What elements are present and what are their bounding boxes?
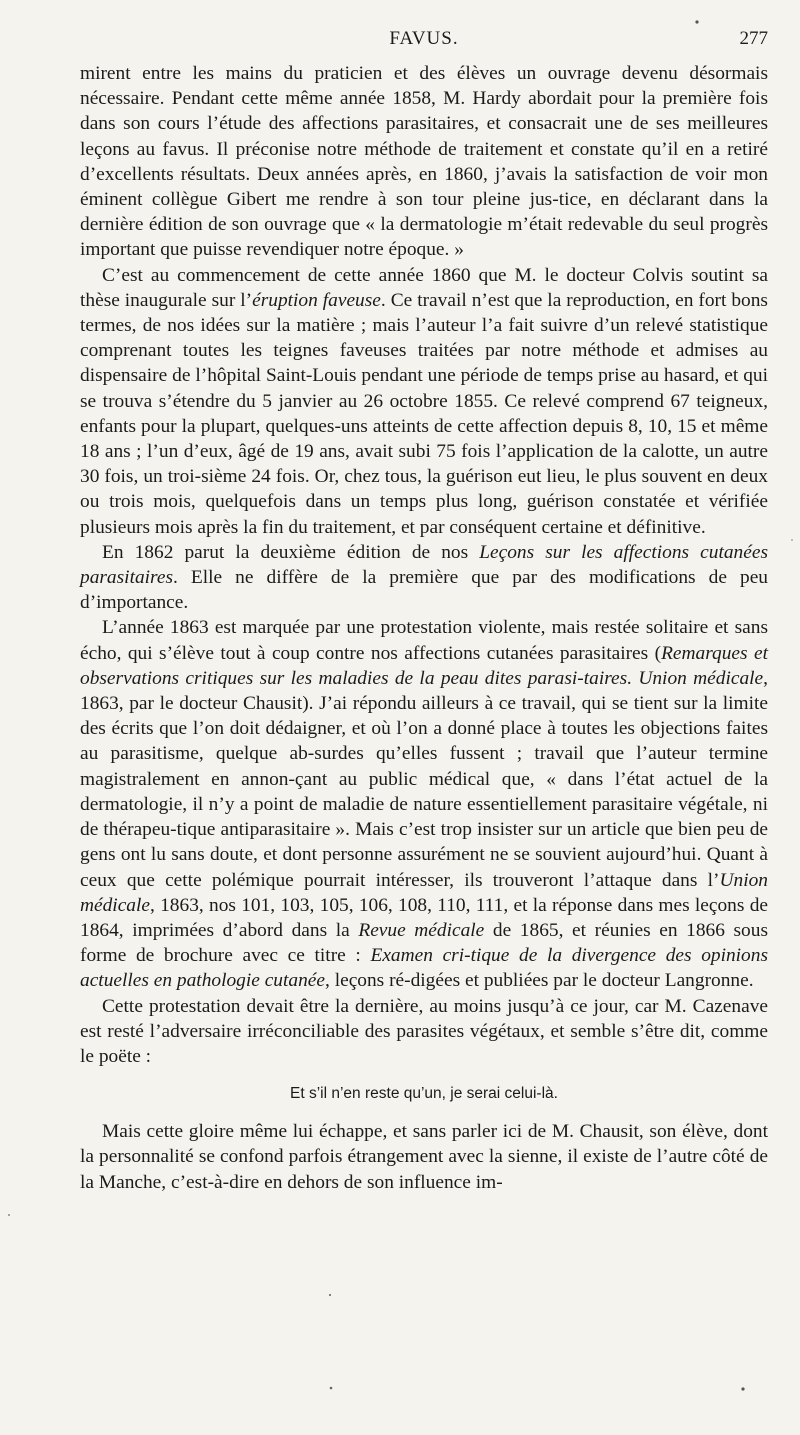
text-run: . Ce travail n’est que la reproduction, en fort bons termes, de nos idées sur la matière ; mais l’auteur l’a fait suivre d’un relevé statistique comprenant toutes les teignes faveuses traitées par notre méthode et admises au dispensaire de l’hôpital Saint-Louis pendant une période de temps prise au hasard, et qui se trouva s’étendre du 5 janvier au 26 octobre 1855. Ce relevé comprend 67 teigneux, enfants pour la plupart, quelques-uns atteints de cette affection depuis 8, 10, 15 et même 18 ans ; l’un d’eux, âgé de 19 ans, avait subi 75 fois l’application de la calotte, un autre 30 fois, un troi-sième 24 fois. Or, chez tous, la guérison eut lieu, le plus souvent en deux ou trois mois, quelquefois dans un temps plus long, guérison constatée et vérifiée plusieurs mois après la fin du traitement, et par conséquent certaine et définitive. [80,289,768,538]
italic-text: Revue médicale [358,919,485,941]
text-run: C’est au commencement de cette année 1860 que M. le docteur Colvis soutint sa thèse inaugurale sur l’ [80,264,768,311]
text-run: , 1863, par le docteur Chausit). J’ai répondu ailleurs à ce travail, qui se tient sur la limite des écrits que l’on doit dédaigner, et où l’on a donné place à toutes les objections faites au parasitisme, quelque ab-surdes qu’elles fussent ; travail que l’auteur termine magistralement en annon-çant au public médical que, « dans l’état actuel de la dermatologie, il n’y a point de maladie de nature essentiellement parasitaire végétale, ni de thérapeu-tique antiparasitaire ». Mais c’est trop insister sur un article que bien peu de gens ont lu sans doute, et dont personne assurément ne se souvient aujourd’hui. Quant à ceux que cette polémique pourrait intéresser, ils trouveront l’attaque dans l’ [80,667,768,891]
text-run: , 1863, nos 101, 103, 105, 106, 108, 110, 111, et la réponse dans mes leçons de 1864, imprimées d’abord dans la [80,894,768,941]
verse-quote [80,1084,768,1104]
paragraph [80,61,768,263]
text-run: mirent entre les mains du praticien et des élèves un ouvrage devenu désormais nécessaire. Pendant cette même année 1858, M. Hardy abordait pour la première fois dans son cours l’étude des affections parasitaires, et consacrait une de ses meilleures leçons au favus. Il préconise notre méthode de traitement et constate qu’il en a retiré d’excellents résultats. Deux années après, en 1860, j’avais la satisfaction de voir mon éminent collègue Gibert me rendre à son tour pleine jus-tice, en déclarant dans la dernière édition de son ouvrage que « la dermatologie m’était redevable du seul progrès important que puisse revendiquer notre époque. » [80,63,768,261]
speck [791,539,793,541]
paragraph [80,994,768,1070]
paragraph [80,263,768,540]
speck [330,1387,333,1390]
paragraph [80,540,768,616]
page-header [80,28,768,54]
speck [8,1214,10,1216]
text-run: En 1862 parut la deuxième édition de nos [102,541,480,563]
text-run: . Elle ne diffère de la première que par des modifications de peu d’importance. [80,567,768,614]
italic-text: Leçons sur les affections cutanées parasitaires [80,541,768,589]
paragraph [80,615,768,993]
page-number: 277 [739,28,768,49]
body-text [80,61,768,1195]
speck [741,1387,744,1390]
italic-text: Examen cri-tique de la divergence des opinions actuelles en pathologie cutanée [80,945,768,992]
text-run: , leçons ré-digées et publiées par le docteur Langronne. [325,970,754,992]
text-run: Et s’il n’en reste qu’un, je serai celui-là. [290,1085,558,1103]
running-title: FAVUS. [389,28,459,49]
paragraph [80,1119,768,1195]
text-run: Cette protestation devait être la dernière, au moins jusqu’à ce jour, car M. Cazenave est resté l’adversaire irréconciliable des parasites végétaux, et semble s’être dit, comme le poëte : [80,995,768,1067]
text-run: de 1865, et réunies en 1866 sous forme de brochure avec ce titre : [80,919,768,967]
text-run: L’année 1863 est marquée par une protestation violente, mais restée solitaire et sans écho, qui s’élève tout à coup contre nos affections cutanées parasitaires ( [80,617,768,664]
speck [329,1294,331,1296]
speck [695,20,698,23]
italic-text: éruption faveuse [252,289,381,311]
italic-text: Union médicale [80,869,768,916]
text-run: Mais cette gloire même lui échappe, et sans parler ici de M. Chausit, son élève, dont la personnalité se confond parfois étrangement avec la sienne, il existe de l’autre côté de la Manche, c’est-à-dire en dehors de son influence im- [80,1121,768,1193]
italic-text: Remarques et observations critiques sur les maladies de la peau dites parasi-taires. Union médicale [80,642,768,689]
